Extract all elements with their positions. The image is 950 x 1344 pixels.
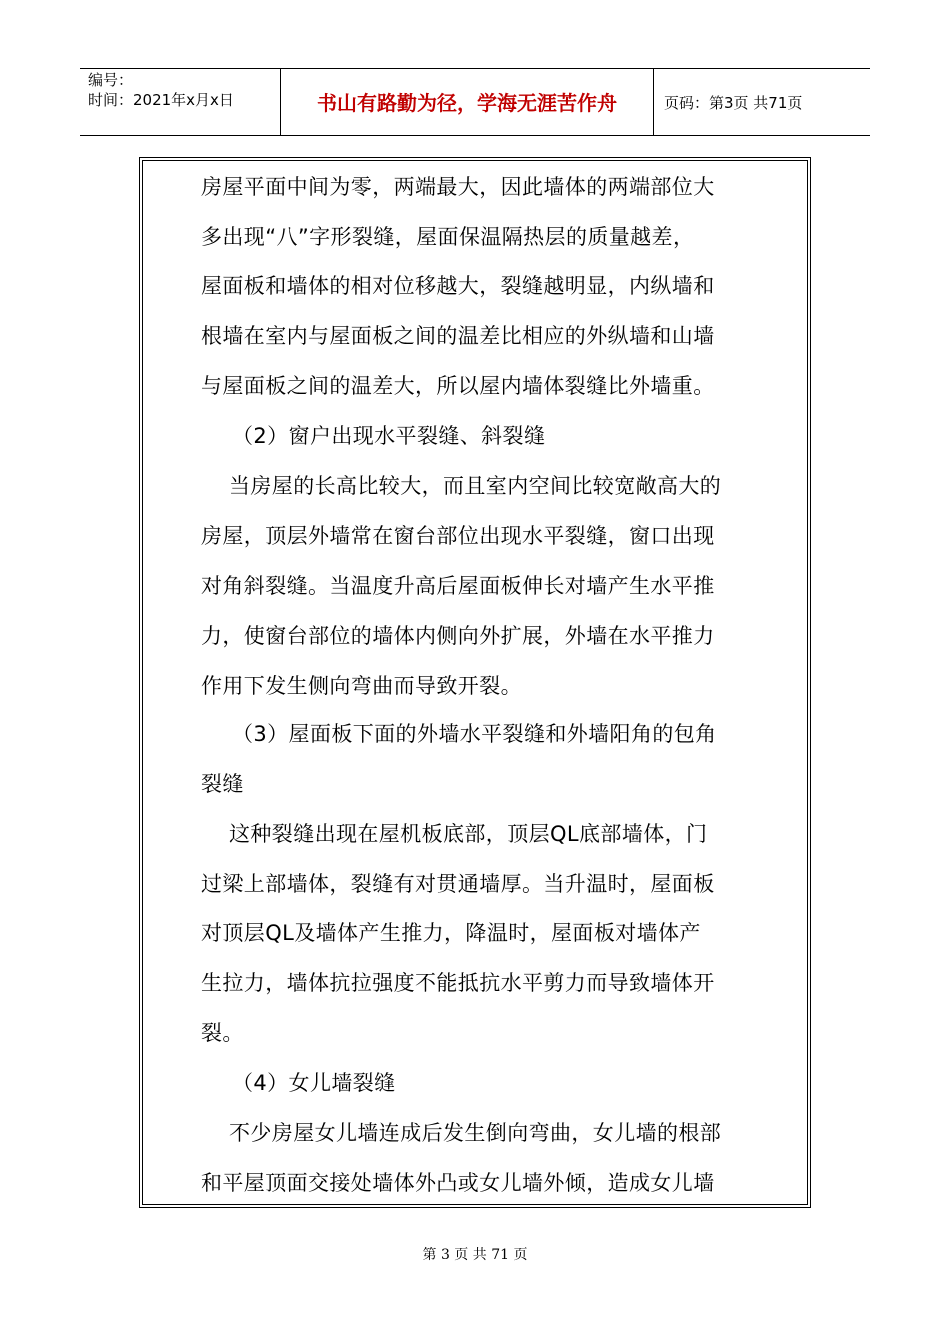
- body-line-4: 根墙在室内与屋面板之间的温差比相应的外纵墙和山墙: [201, 324, 715, 348]
- section-heading-4: （4）女儿墙裂缝: [232, 1071, 396, 1095]
- body-line-20: 不少房屋女儿墙连成后发生倒向弯曲，女儿墙的根部: [229, 1121, 722, 1145]
- body-line-21: 和平屋顶面交接处墙体外凸或女儿墙外倾，造成女儿墙: [201, 1171, 715, 1195]
- section-heading-3: （3）屋面板下面的外墙水平裂缝和外墙阳角的包角: [232, 722, 717, 746]
- body-line-1: 房屋平面中间为零，两端最大，因此墙体的两端部位大: [201, 175, 715, 199]
- header-page-info: 页码：第3页 共71页: [664, 94, 803, 112]
- section-heading-2: （2）窗户出现水平裂缝、斜裂缝: [232, 424, 546, 448]
- body-line-16: 对顶层QL及墙体产生推力，降温时，屋面板对墙体产: [201, 921, 701, 945]
- body-line-15: 过梁上部墙体，裂缝有对贯通墙厚。当升温时，屋面板: [201, 872, 715, 896]
- body-line-8: 房屋，顶层外墙常在窗台部位出现水平裂缝，窗口出现: [201, 524, 715, 548]
- body-line-10: 力，使窗台部位的墙体内侧向外扩展，外墙在水平推力: [201, 624, 715, 648]
- body-line-7: 当房屋的长高比较大，而且室内空间比较宽敞高大的: [229, 474, 722, 498]
- header-left-cell: [80, 69, 281, 135]
- body-line-2: 多出现“八”字形裂缝，屋面保温隔热层的质量越差，: [201, 225, 695, 249]
- page-header: [80, 68, 870, 136]
- body-line-13: 裂缝: [201, 772, 244, 796]
- body-line-18: 裂。: [201, 1021, 244, 1045]
- document-number-label: 编号：: [88, 71, 134, 89]
- body-line-9: 对角斜裂缝。当温度升高后屋面板伸长对墙产生水平推: [201, 574, 715, 598]
- body-line-3: 屋面板和墙体的相对位移越大，裂缝越明显，内纵墙和: [201, 274, 715, 298]
- body-line-11: 作用下发生侧向弯曲而导致开裂。: [201, 674, 522, 698]
- header-motto: 书山有路勤为径，学海无涯苦作舟: [317, 91, 617, 115]
- page-footer: 第 3 页 共 71 页: [422, 1247, 528, 1263]
- body-line-17: 生拉力，墙体抗拉强度不能抵抗水平剪力而导致墙体开: [201, 971, 715, 995]
- body-line-14: 这种裂缝出现在屋机板底部，顶层QL底部墙体，门: [229, 822, 708, 846]
- header-middle-cell: [281, 69, 654, 135]
- body-line-5: 与屋面板之间的温差大，所以屋内墙体裂缝比外墙重。: [201, 374, 715, 398]
- document-time-label: 时间：2021年x月x日: [88, 91, 234, 109]
- header-right-cell: [654, 69, 870, 135]
